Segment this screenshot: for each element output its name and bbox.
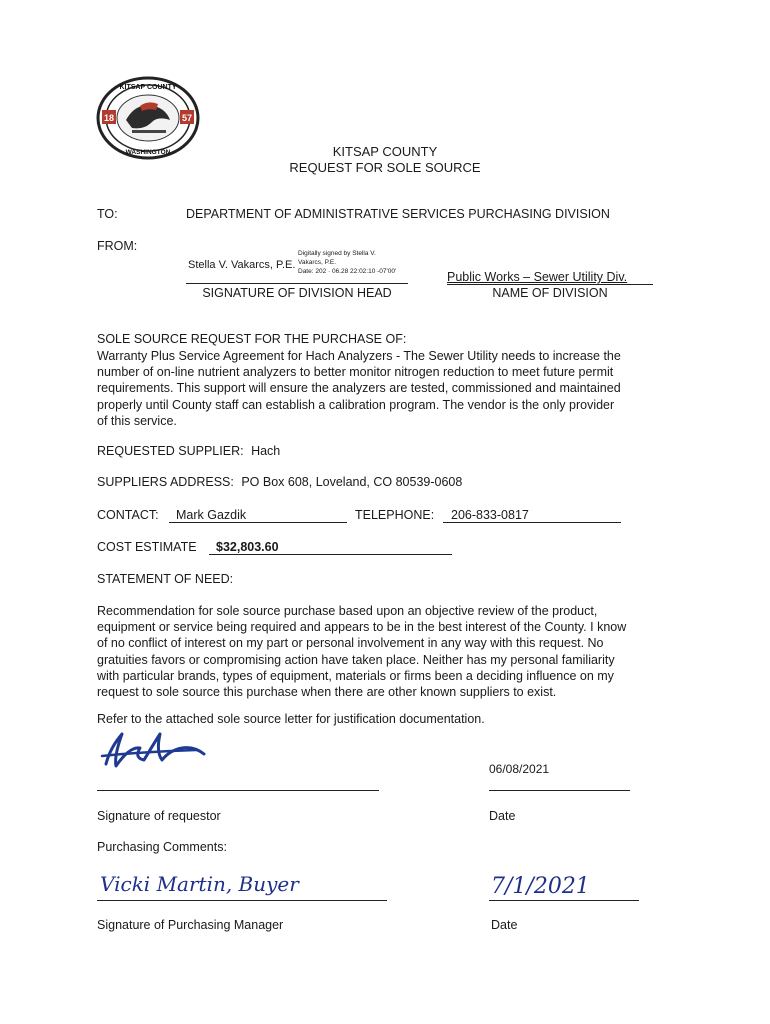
cost-value: $32,803.60 [216, 540, 279, 554]
signer-name: Stella V. Vakarcs, P.E. [188, 259, 296, 271]
requestor-signature [100, 726, 210, 774]
purchase-line: properly until County staff can establish a calibration program. The vendor is the only provider [97, 397, 615, 412]
requestor-signature-caption: Signature of requestor [97, 809, 221, 823]
requested-supplier-label: REQUESTED SUPPLIER: [97, 444, 244, 458]
purchasing-date-caption: Date [491, 918, 518, 932]
contact-label: CONTACT: [97, 508, 159, 522]
need-line: request to sole source this purchase when there are other known suppliers to exist. [97, 685, 557, 700]
contact-line [169, 522, 347, 523]
purchasing-manager-signature: Vicki Martin, Buyer [100, 872, 299, 896]
purchasing-comments-label: Purchasing Comments: [97, 840, 227, 854]
purchasing-date-handwritten: 7/1/2021 [491, 874, 590, 899]
requestor-date-caption: Date [489, 809, 516, 823]
requested-supplier-value: Hach [251, 444, 281, 458]
requestor-signature-graphic [100, 726, 210, 774]
digital-signature-line-3: Date: 202 · 06.28 22:02:10 -07'00' [298, 268, 397, 275]
page-title: REQUEST FOR SOLE SOURCE [289, 160, 481, 175]
purchasing-signature-caption: Signature of Purchasing Manager [97, 918, 284, 932]
purchase-line: number of on-line nutrient analyzers to better monitor nitrogen reduction to meet future permit [97, 365, 614, 380]
telephone-line [443, 522, 621, 523]
need-line: equipment or service being required and appears to be in the best interest of the County. I know [97, 620, 627, 635]
need-line: of no conflict of interest on my part or personal involvement in any way with this request. No [97, 636, 604, 651]
purchase-line: of this service. [97, 413, 177, 428]
purchase-heading: SOLE SOURCE REQUEST FOR THE PURCHASE OF: [97, 332, 407, 346]
to-label: TO: [97, 207, 118, 221]
contact-value: Mark Gazdik [176, 508, 247, 522]
seal-year-left: 18 [103, 113, 115, 123]
purchasing-signature-line [97, 900, 387, 901]
digital-signature-line-1: Digitally signed by Stella V. [298, 250, 376, 257]
purchase-description [97, 348, 667, 429]
supplier-address [97, 475, 462, 489]
need-statement [97, 603, 672, 700]
telephone-value: 206-833-0817 [451, 508, 529, 522]
division-name-line [447, 284, 653, 285]
supplier-address-label: SUPPLIERS ADDRESS: [97, 475, 234, 489]
supplier-address-value: PO Box 608, Loveland, CO 80539-0608 [241, 475, 463, 489]
to-value: DEPARTMENT OF ADMINISTRATIVE SERVICES PURCHASING DIVISION [186, 207, 610, 221]
need-line: gratuities favors or compromising action have taken place. Neither has my personal familiarity [97, 652, 615, 667]
need-line: Recommendation for sole source purchase based upon an objective review of the product, [97, 604, 598, 618]
telephone-label: TELEPHONE: [355, 508, 435, 522]
requestor-date-line [489, 790, 630, 791]
division-head-signature-line [186, 283, 408, 284]
cost-label: COST ESTIMATE [97, 540, 197, 554]
requestor-date: 06/08/2021 [489, 762, 550, 776]
org-name: KITSAP COUNTY [332, 144, 438, 159]
need-line: with particular brands, types of equipment, materials or firms been a deciding influence on my [97, 668, 614, 683]
digital-signature-line-2: Vakarcs, P.E. [298, 259, 337, 266]
cost-line [209, 554, 452, 555]
division-head-signature [186, 249, 408, 283]
need-heading: STATEMENT OF NEED: [97, 572, 234, 586]
from-label: FROM: [97, 239, 138, 253]
division-caption: NAME OF DIVISION [492, 286, 608, 300]
seal-bottom-text: WASHINGTON [125, 149, 171, 156]
requested-supplier [97, 444, 280, 458]
purchase-line: Warranty Plus Service Agreement for Hach Analyzers - The Sewer Utility needs to increase the [97, 349, 621, 363]
purchase-line: requirements. This support will ensure the analyzers are tested, commissioned and maintained [97, 381, 621, 396]
seal-top-text: KITSAP COUNTY [119, 84, 177, 91]
requestor-signature-line [97, 790, 379, 791]
refer-note: Refer to the attached sole source letter for justification documentation. [97, 712, 485, 726]
division-head-caption: SIGNATURE OF DIVISION HEAD [202, 286, 392, 300]
seal-year-right: 57 [181, 113, 193, 123]
purchasing-date-line [489, 900, 639, 901]
division-name: Public Works – Sewer Utility Div. [447, 270, 628, 284]
